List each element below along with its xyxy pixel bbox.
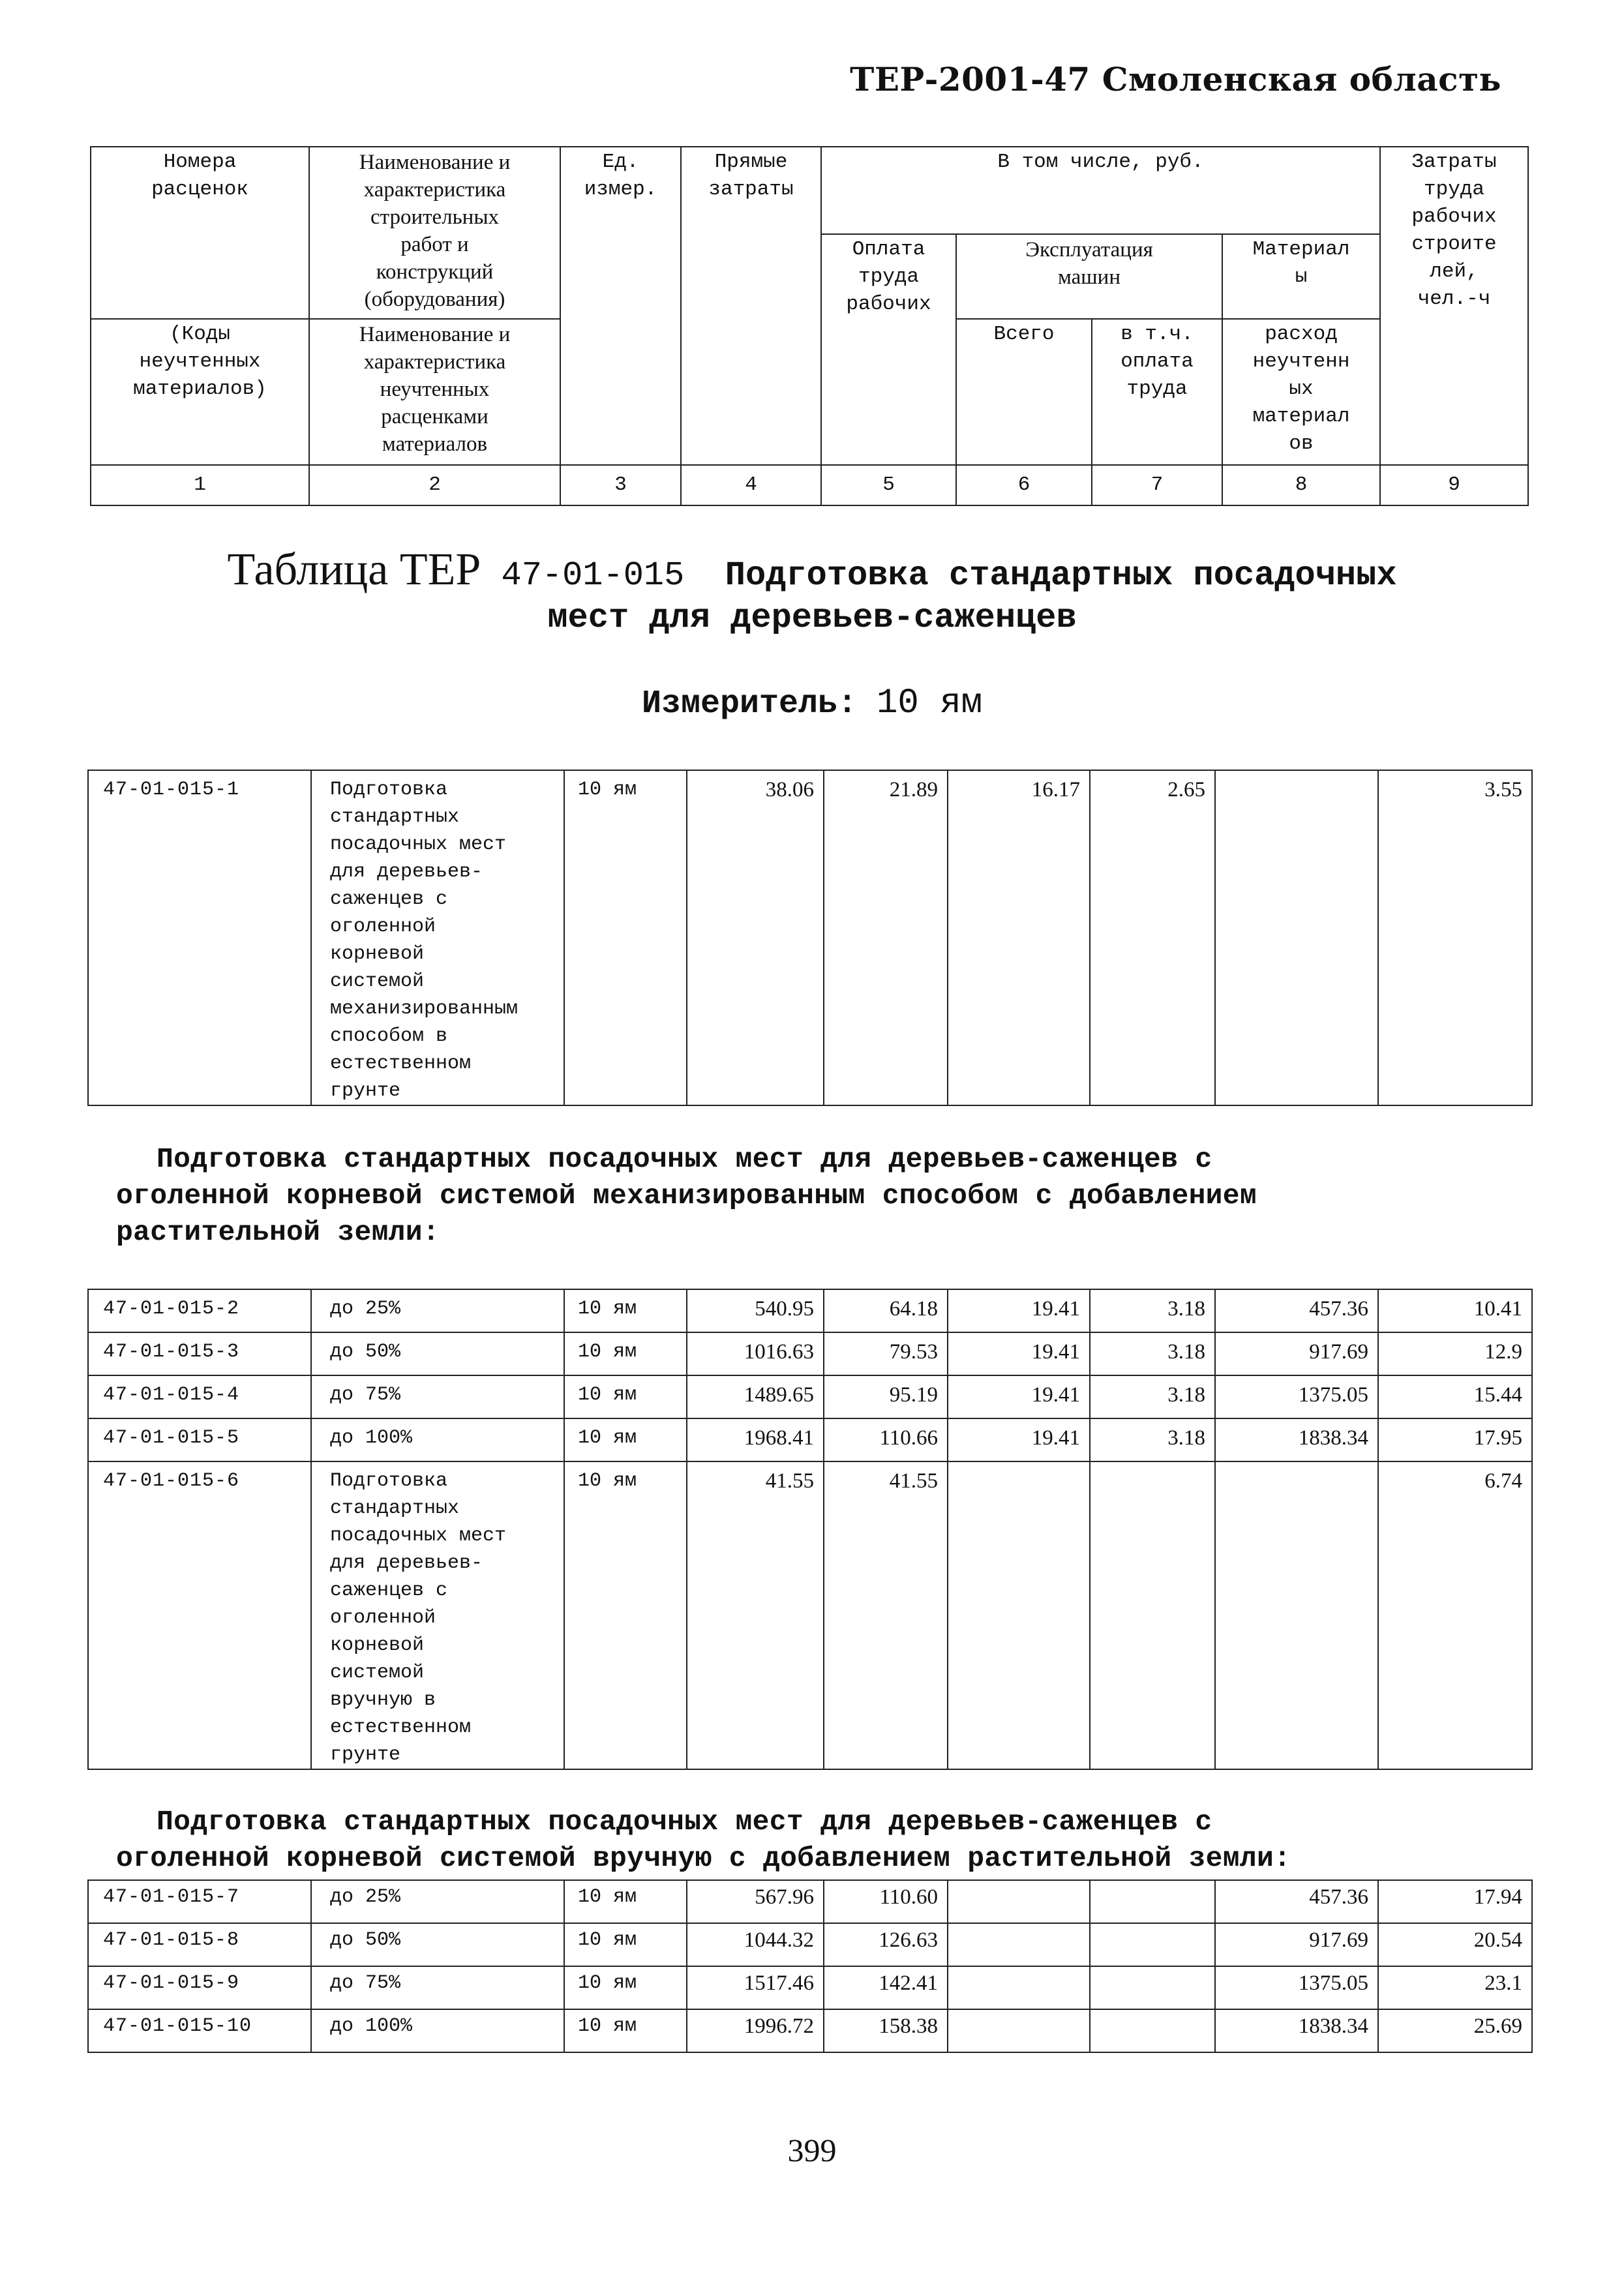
header-text-line: оплата bbox=[1120, 350, 1194, 373]
rate-machines-total-cell: 19.41 bbox=[948, 1375, 1090, 1418]
rate-machines-total-cell bbox=[948, 2009, 1090, 2052]
header-text-line: Ед. bbox=[602, 151, 639, 173]
header-text-line: характеристика bbox=[363, 178, 506, 202]
rate-name-cell bbox=[311, 1923, 564, 1966]
rate-direct-cost-cell: 41.55 bbox=[687, 1461, 824, 1769]
rate-name-line: посадочных мест bbox=[330, 833, 507, 856]
header-text-line: труда bbox=[1424, 178, 1485, 201]
rate-materials-cell: 1838.34 bbox=[1215, 1418, 1378, 1461]
rate-name-line: саженцев с bbox=[330, 888, 448, 910]
rate-name-line: стандартных bbox=[330, 1497, 460, 1520]
header-text-line: расход bbox=[1265, 323, 1338, 346]
rate-name-cell bbox=[311, 1966, 564, 2009]
rate-name-line: до 100% bbox=[330, 1427, 413, 1449]
header-text-line: неучтенных bbox=[380, 378, 490, 401]
rate-machines-wage-cell bbox=[1090, 2009, 1215, 2052]
col-machines-header bbox=[956, 234, 1222, 319]
rate-name-line: естественном bbox=[330, 1053, 472, 1075]
rate-labor-wage-cell: 126.63 bbox=[824, 1923, 948, 1966]
section-heading-2-line-1: Подготовка стандартных посадочных мест для деревьев-саженцев с bbox=[157, 1143, 1212, 1175]
rate-name-line: стандартных bbox=[330, 806, 460, 828]
rate-code-cell: 47-01-015-2 bbox=[88, 1289, 311, 1332]
col-number-8: 8 bbox=[1222, 465, 1380, 505]
rate-name-line: грунте bbox=[330, 1080, 401, 1102]
col-direct-cost-header bbox=[681, 147, 821, 465]
col-unit-header bbox=[560, 147, 681, 465]
rate-name-cell bbox=[311, 1418, 564, 1461]
rate-name-line: до 75% bbox=[330, 1384, 401, 1406]
rate-direct-cost-cell: 1517.46 bbox=[687, 1966, 824, 2009]
rate-name-line: посадочных мест bbox=[330, 1525, 507, 1547]
page-header-title: ТЕР-2001-47 Смоленская область bbox=[850, 60, 1501, 98]
col-machines-total-header: Всего bbox=[956, 319, 1092, 465]
col-rate-number-header bbox=[91, 147, 309, 319]
header-text-line: неучтенных bbox=[139, 350, 261, 373]
section-heading-3-line-2: оголенной корневой системой вручную с добавлением растительной земли: bbox=[116, 1842, 1291, 1874]
table-title-line-2: мест для деревьев-саженцев bbox=[547, 599, 1077, 637]
header-text-line: Наименование и bbox=[359, 151, 511, 174]
rate-labor-wage-cell: 158.38 bbox=[824, 2009, 948, 2052]
table-title-prefix: Таблица ТЕР bbox=[227, 545, 481, 595]
rate-row bbox=[88, 1375, 1532, 1418]
rate-direct-cost-cell: 1968.41 bbox=[687, 1418, 824, 1461]
rate-materials-cell bbox=[1215, 1461, 1378, 1769]
rate-unit-cell: 10 ям bbox=[564, 1375, 687, 1418]
section-heading-3-line-1: Подготовка стандартных посадочных мест для деревьев-саженцев с bbox=[157, 1806, 1212, 1838]
header-text-line: Материал bbox=[1252, 238, 1350, 261]
column-header-table bbox=[90, 146, 1529, 506]
rate-name-line: до 100% bbox=[330, 2015, 413, 2037]
rate-name-line: до 25% bbox=[330, 1298, 401, 1320]
rate-machines-wage-cell: 3.18 bbox=[1090, 1418, 1215, 1461]
rate-row bbox=[88, 1966, 1532, 2009]
header-text-line: затраты bbox=[708, 178, 794, 201]
col-unaccounted-materials-name-header bbox=[309, 319, 560, 465]
rate-machines-total-cell: 16.17 bbox=[948, 770, 1090, 1105]
rate-name-line: для деревьев- bbox=[330, 861, 483, 883]
header-text-line: Затраты bbox=[1411, 151, 1497, 173]
rate-name-line: оголенной bbox=[330, 1607, 436, 1629]
rate-machines-total-cell: 19.41 bbox=[948, 1332, 1090, 1375]
rate-row bbox=[88, 1289, 1532, 1332]
header-text-line: расценок bbox=[151, 178, 248, 201]
rate-machines-total-cell: 19.41 bbox=[948, 1289, 1090, 1332]
rate-code-cell: 47-01-015-8 bbox=[88, 1923, 311, 1966]
rate-direct-cost-cell: 1016.63 bbox=[687, 1332, 824, 1375]
rate-machines-total-cell: 19.41 bbox=[948, 1418, 1090, 1461]
header-text-line: неучтенн bbox=[1252, 350, 1350, 373]
header-text-line: расценками bbox=[381, 405, 489, 428]
rate-name-line: до 50% bbox=[330, 1929, 401, 1951]
rate-name-cell bbox=[311, 1880, 564, 1923]
rate-code-cell: 47-01-015-7 bbox=[88, 1880, 311, 1923]
rates-table-block-3 bbox=[87, 1879, 1533, 2053]
col-number-5: 5 bbox=[821, 465, 956, 505]
rate-unit-cell: 10 ям bbox=[564, 1461, 687, 1769]
rate-unit-cell: 10 ям bbox=[564, 1880, 687, 1923]
table-title-line-1 bbox=[0, 544, 1624, 596]
col-number-7: 7 bbox=[1092, 465, 1222, 505]
rate-row bbox=[88, 1880, 1532, 1923]
rate-machines-wage-cell: 3.18 bbox=[1090, 1332, 1215, 1375]
rate-machines-total-cell bbox=[948, 1966, 1090, 2009]
header-text-line: материалов) bbox=[133, 378, 267, 400]
rate-row bbox=[88, 770, 1532, 1105]
header-text-line: материалов bbox=[382, 432, 488, 456]
rate-machines-wage-cell: 2.65 bbox=[1090, 770, 1215, 1105]
table-title-code: 47-01-015 bbox=[501, 556, 685, 595]
rate-code-cell: 47-01-015-5 bbox=[88, 1418, 311, 1461]
rate-worker-labor-cell: 6.74 bbox=[1378, 1461, 1532, 1769]
rate-name-line: вручную в bbox=[330, 1689, 436, 1711]
rate-machines-wage-cell bbox=[1090, 1923, 1215, 1966]
rate-row bbox=[88, 1461, 1532, 1769]
measure-unit-label: Измеритель: bbox=[641, 685, 857, 723]
rate-code-cell: 47-01-015-9 bbox=[88, 1966, 311, 2009]
rate-name-line: для деревьев- bbox=[330, 1552, 483, 1574]
rate-code-cell: 47-01-015-4 bbox=[88, 1375, 311, 1418]
rate-worker-labor-cell: 12.9 bbox=[1378, 1332, 1532, 1375]
rate-worker-labor-cell: 15.44 bbox=[1378, 1375, 1532, 1418]
header-text-line: Оплата bbox=[852, 238, 925, 261]
measure-unit-line bbox=[0, 683, 1624, 723]
rate-name-cell bbox=[311, 770, 564, 1105]
rate-code-cell: 47-01-015-3 bbox=[88, 1332, 311, 1375]
measure-unit-value: 10 ям bbox=[877, 683, 983, 723]
rate-materials-cell: 917.69 bbox=[1215, 1332, 1378, 1375]
header-text-line: (Коды bbox=[169, 323, 230, 346]
rate-machines-wage-cell bbox=[1090, 1966, 1215, 2009]
col-work-name-header bbox=[309, 147, 560, 319]
rate-worker-labor-cell: 10.41 bbox=[1378, 1289, 1532, 1332]
section-heading-3 bbox=[116, 1804, 1518, 1877]
rate-unit-cell: 10 ям bbox=[564, 770, 687, 1105]
header-text-line: Наименование и bbox=[359, 323, 511, 346]
rate-unit-cell: 10 ям bbox=[564, 1966, 687, 2009]
header-text-line: рабочих bbox=[1411, 205, 1497, 228]
rate-materials-cell: 1375.05 bbox=[1215, 1375, 1378, 1418]
rate-code-cell: 47-01-015-10 bbox=[88, 2009, 311, 2052]
rate-machines-wage-cell bbox=[1090, 1461, 1215, 1769]
rate-name-cell bbox=[311, 1289, 564, 1332]
rate-row bbox=[88, 1923, 1532, 1966]
rate-materials-cell: 1838.34 bbox=[1215, 2009, 1378, 2052]
col-number-1: 1 bbox=[91, 465, 309, 505]
rate-name-line: корневой bbox=[330, 943, 425, 965]
rate-worker-labor-cell: 17.94 bbox=[1378, 1880, 1532, 1923]
rate-direct-cost-cell: 1489.65 bbox=[687, 1375, 824, 1418]
rate-name-line: естественном bbox=[330, 1716, 472, 1739]
rate-labor-wage-cell: 21.89 bbox=[824, 770, 948, 1105]
rate-code-cell: 47-01-015-6 bbox=[88, 1461, 311, 1769]
col-labor-wage-header bbox=[821, 234, 956, 465]
rate-direct-cost-cell: 1996.72 bbox=[687, 2009, 824, 2052]
rate-machines-wage-cell: 3.18 bbox=[1090, 1289, 1215, 1332]
rate-name-cell bbox=[311, 2009, 564, 2052]
rate-unit-cell: 10 ям bbox=[564, 2009, 687, 2052]
header-text-line: строите bbox=[1411, 233, 1497, 256]
header-text-line: ы bbox=[1295, 265, 1308, 288]
rate-machines-total-cell bbox=[948, 1880, 1090, 1923]
rate-name-line: механизированным bbox=[330, 998, 519, 1020]
rate-name-cell bbox=[311, 1332, 564, 1375]
rate-name-line: системой bbox=[330, 1662, 425, 1684]
col-number-2: 2 bbox=[309, 465, 560, 505]
rate-unit-cell: 10 ям bbox=[564, 1923, 687, 1966]
header-text-line: в т.ч. bbox=[1120, 323, 1194, 346]
col-worker-labor-header bbox=[1380, 147, 1528, 465]
rate-name-line: Подготовка bbox=[330, 779, 448, 801]
section-heading-2-line-3: растительной земли: bbox=[116, 1216, 440, 1248]
col-unaccounted-materials-code-header bbox=[91, 319, 309, 465]
rate-direct-cost-cell: 540.95 bbox=[687, 1289, 824, 1332]
rate-direct-cost-cell: 567.96 bbox=[687, 1880, 824, 1923]
rate-name-line: корневой bbox=[330, 1634, 425, 1656]
col-machines-wage-header bbox=[1092, 319, 1222, 465]
rate-labor-wage-cell: 41.55 bbox=[824, 1461, 948, 1769]
rate-machines-wage-cell bbox=[1090, 1880, 1215, 1923]
rate-worker-labor-cell: 20.54 bbox=[1378, 1923, 1532, 1966]
rate-name-line: способом в bbox=[330, 1025, 448, 1047]
rate-worker-labor-cell: 17.95 bbox=[1378, 1418, 1532, 1461]
rate-row bbox=[88, 1332, 1532, 1375]
header-text-line: Номера bbox=[163, 151, 237, 173]
page-number: 399 bbox=[787, 2132, 837, 2168]
col-materials-header bbox=[1222, 234, 1380, 319]
rate-row bbox=[88, 2009, 1532, 2052]
rate-materials-cell bbox=[1215, 770, 1378, 1105]
header-text-line: ов bbox=[1289, 432, 1314, 455]
rate-machines-total-cell bbox=[948, 1923, 1090, 1966]
header-text-line: строительных bbox=[370, 205, 500, 229]
rate-unit-cell: 10 ям bbox=[564, 1289, 687, 1332]
rate-unit-cell: 10 ям bbox=[564, 1418, 687, 1461]
header-text-line: конструкций bbox=[376, 260, 494, 284]
rate-labor-wage-cell: 142.41 bbox=[824, 1966, 948, 2009]
header-text-line: лей, bbox=[1430, 260, 1479, 283]
rate-materials-cell: 457.36 bbox=[1215, 1289, 1378, 1332]
rate-name-cell bbox=[311, 1375, 564, 1418]
rate-name-line: оголенной bbox=[330, 916, 436, 938]
header-text-line: материал bbox=[1252, 405, 1350, 428]
rate-direct-cost-cell: 1044.32 bbox=[687, 1923, 824, 1966]
rate-name-line: до 75% bbox=[330, 1972, 401, 1994]
rate-name-line: саженцев с bbox=[330, 1580, 448, 1602]
rate-labor-wage-cell: 95.19 bbox=[824, 1375, 948, 1418]
header-text-line: труда bbox=[1126, 378, 1188, 400]
rate-name-cell bbox=[311, 1461, 564, 1769]
rates-table-block-1 bbox=[87, 770, 1533, 1106]
header-text-line: ых bbox=[1289, 378, 1314, 400]
rate-worker-labor-cell: 3.55 bbox=[1378, 770, 1532, 1105]
col-including-header: В том числе, руб. bbox=[821, 147, 1380, 234]
rate-machines-total-cell bbox=[948, 1461, 1090, 1769]
rate-direct-cost-cell: 38.06 bbox=[687, 770, 824, 1105]
col-unaccounted-materials-usage-header bbox=[1222, 319, 1380, 465]
col-number-3: 3 bbox=[560, 465, 681, 505]
col-number-9: 9 bbox=[1380, 465, 1528, 505]
rate-machines-wage-cell: 3.18 bbox=[1090, 1375, 1215, 1418]
rate-name-line: системой bbox=[330, 970, 425, 993]
header-text-line: машин bbox=[1057, 265, 1121, 289]
header-text-line: Эксплуатация bbox=[1025, 238, 1153, 262]
rate-name-line: грунте bbox=[330, 1744, 401, 1766]
rate-worker-labor-cell: 25.69 bbox=[1378, 2009, 1532, 2052]
header-text-line: измер. bbox=[584, 178, 657, 201]
section-heading-2-line-2: оголенной корневой системой механизированным способом с добавлением bbox=[116, 1180, 1257, 1212]
header-text-line: (оборудования) bbox=[364, 288, 505, 311]
section-heading-2 bbox=[116, 1141, 1518, 1251]
col-number-4: 4 bbox=[681, 465, 821, 505]
header-text-line: рабочих bbox=[846, 293, 931, 316]
rate-name-line: до 25% bbox=[330, 1886, 401, 1908]
header-text-line: труда bbox=[858, 265, 919, 288]
rate-worker-labor-cell: 23.1 bbox=[1378, 1966, 1532, 2009]
header-text-line: чел.-ч bbox=[1417, 288, 1491, 310]
header-text-line: работ и bbox=[400, 233, 469, 256]
rate-unit-cell: 10 ям bbox=[564, 1332, 687, 1375]
rate-labor-wage-cell: 64.18 bbox=[824, 1289, 948, 1332]
rate-materials-cell: 917.69 bbox=[1215, 1923, 1378, 1966]
header-text-line: Прямые bbox=[714, 151, 788, 173]
col-number-6: 6 bbox=[956, 465, 1092, 505]
rate-labor-wage-cell: 110.66 bbox=[824, 1418, 948, 1461]
rate-row bbox=[88, 1418, 1532, 1461]
rate-name-line: до 50% bbox=[330, 1341, 401, 1363]
rate-name-line: Подготовка bbox=[330, 1470, 448, 1492]
rate-materials-cell: 457.36 bbox=[1215, 1880, 1378, 1923]
rate-labor-wage-cell: 79.53 bbox=[824, 1332, 948, 1375]
rate-code-cell: 47-01-015-1 bbox=[88, 770, 311, 1105]
header-text-line: характеристика bbox=[363, 350, 506, 374]
table-title-name: Подготовка стандартных посадочных bbox=[725, 556, 1397, 595]
rate-materials-cell: 1375.05 bbox=[1215, 1966, 1378, 2009]
rate-labor-wage-cell: 110.60 bbox=[824, 1880, 948, 1923]
rates-table-block-2 bbox=[87, 1289, 1533, 1770]
